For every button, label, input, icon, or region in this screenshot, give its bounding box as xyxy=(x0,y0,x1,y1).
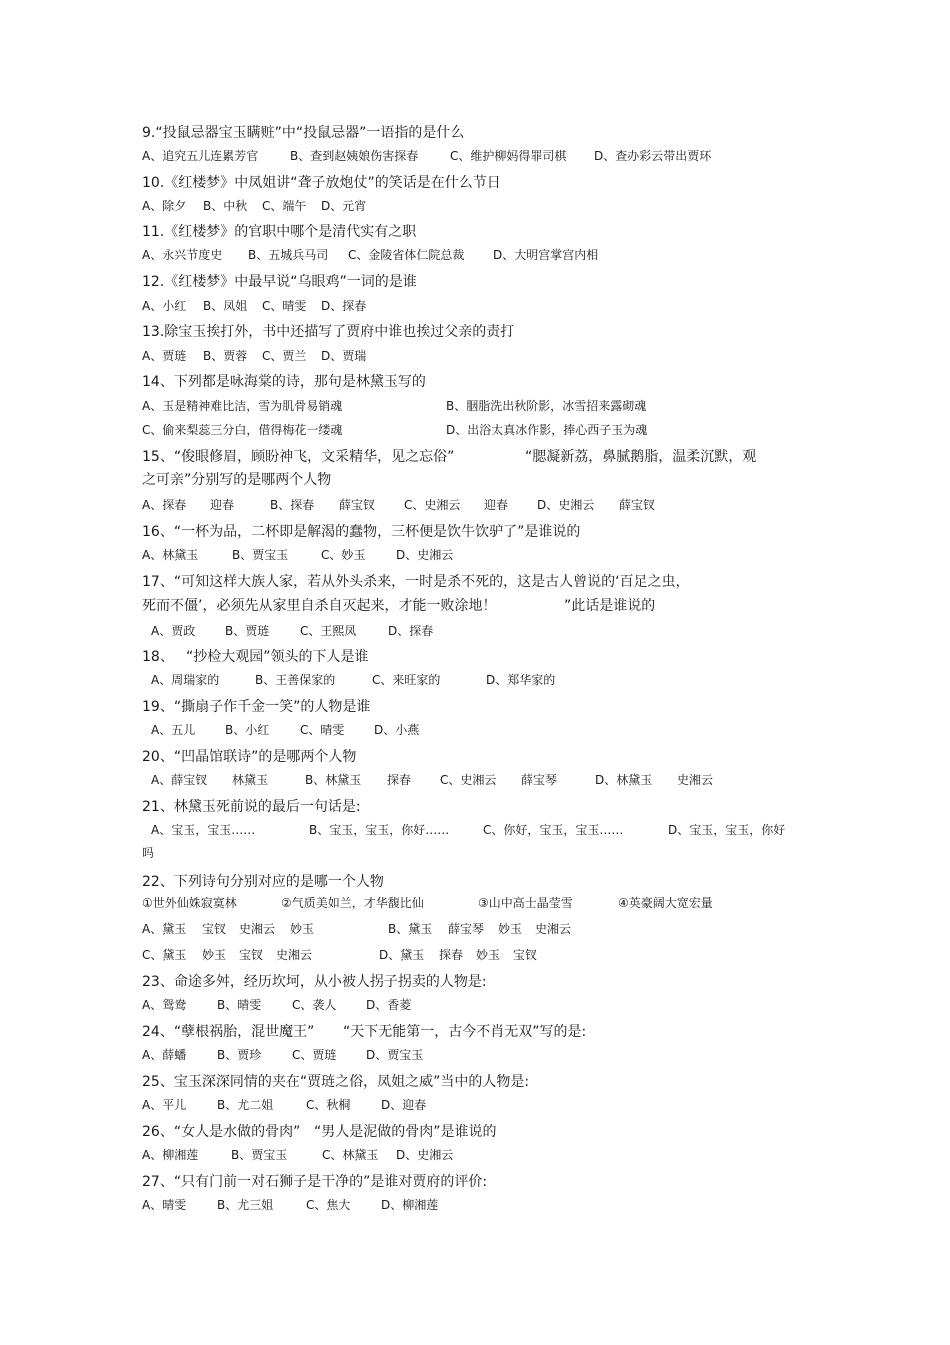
verse: ②气质美如兰，才华馥比仙 xyxy=(281,896,424,910)
question-26-part2: “男人是泥做的骨肉”是谁说的 xyxy=(314,1124,497,1140)
verse: ④英豪阔大宽宏量 xyxy=(618,896,713,910)
option: 史湘云 xyxy=(677,773,714,787)
option: B、凤姐 xyxy=(203,299,248,313)
option: A、鸳鸯 xyxy=(142,998,187,1012)
question-25: 25、宝玉深深同情的夹在“贾琏之俗，凤姐之威”当中的人物是: xyxy=(142,1074,530,1090)
option: D、大明宫掌宫内相 xyxy=(493,248,599,262)
option: A、宝玉，宝玉…… xyxy=(151,823,256,837)
option: B、胭脂洗出秋阶影，冰雪招来露砌魂 xyxy=(446,399,647,413)
option: B、查到赵姨娘伤害探春 xyxy=(290,149,419,163)
question-15-part1: 15、“俊眼修眉，顾盼神飞，文采精华，见之忘俗” xyxy=(142,449,455,465)
option: B、小红 xyxy=(225,723,270,737)
option: C、来旺家的 xyxy=(372,673,441,687)
question-21: 21、林黛玉死前说的最后一句话是: xyxy=(142,799,361,815)
option: C、秋桐 xyxy=(306,1098,351,1112)
question-9: 9.“投鼠忌器宝玉瞒赃”中“投鼠忌器”一语指的是什么 xyxy=(142,125,465,141)
option: 林黛玉 xyxy=(232,773,269,787)
question-12: 12.《红楼梦》中最早说“乌眼鸡”一词的是谁 xyxy=(142,274,417,290)
option: C、焦大 xyxy=(306,1198,351,1212)
option: A、玉是精神难比洁，雪为肌骨易销魂 xyxy=(142,399,343,413)
option: B、中秋 xyxy=(203,199,248,213)
option: A、林黛玉 xyxy=(142,548,199,562)
option: C、史湘云 xyxy=(404,498,461,512)
option: C、晴雯 xyxy=(262,299,307,313)
option: B、贾宝玉 xyxy=(231,1148,288,1162)
option: 史湘云 xyxy=(239,922,276,936)
option: C、维护柳妈得罪司棋 xyxy=(450,149,567,163)
option: 妙玉 xyxy=(290,922,315,936)
option: D、贾宝玉 xyxy=(366,1048,424,1062)
option: B、王善保家的 xyxy=(255,673,336,687)
option: 探春 xyxy=(387,773,412,787)
option: A、贾琏 xyxy=(142,349,187,363)
option: C、妙玉 xyxy=(321,548,366,562)
option: D、黛玉 xyxy=(379,948,425,962)
question-24-part2: “天下无能第一，古今不肖无双”写的是: xyxy=(343,1024,587,1040)
question-15-part2: “腮凝新荔，鼻腻鹅脂，温柔沉默，观 xyxy=(525,449,757,465)
option: B、五城兵马司 xyxy=(248,248,329,262)
option: 迎春 xyxy=(210,498,235,512)
option: D、小燕 xyxy=(374,723,420,737)
question-23: 23、命途多舛，经历坎坷，从小被人拐子拐卖的人物是: xyxy=(142,974,487,990)
option: B、贾琏 xyxy=(225,624,270,638)
option: B、贾宝玉 xyxy=(232,548,289,562)
option: A、薛宝钗 xyxy=(151,773,208,787)
question-10: 10.《红楼梦》中凤姐讲“聋子放炮仗”的笑话是在什么节日 xyxy=(142,175,501,191)
options-21-wrap: 吗 xyxy=(142,846,155,860)
option: 薛宝琴 xyxy=(521,773,558,787)
option: 薛宝琴 xyxy=(448,922,485,936)
question-14: 14、下列都是咏海棠的诗，那句是林黛玉写的 xyxy=(142,374,426,390)
option: D、史湘云 xyxy=(396,548,454,562)
option: B、宝玉，宝玉，你好…… xyxy=(309,823,450,837)
option: D、探春 xyxy=(388,624,434,638)
option: C、晴雯 xyxy=(300,723,345,737)
question-27: 27、“只有门前一对石狮子是干净的”是谁对贾府的评价: xyxy=(142,1174,488,1190)
option: B、黛玉 xyxy=(388,922,433,936)
option: D、宝玉，宝玉，你好 xyxy=(668,823,786,837)
option: 探春 xyxy=(439,948,464,962)
option: A、晴雯 xyxy=(142,1198,187,1212)
option: 宝钗 xyxy=(202,922,227,936)
option: C、王熙凤 xyxy=(300,624,357,638)
question-13: 13.除宝玉挨打外，书中还描写了贾府中谁也挨过父亲的责打 xyxy=(142,324,515,340)
option: C、端午 xyxy=(262,199,307,213)
option: C、偷来梨蕊三分白，借得梅花一缕魂 xyxy=(142,423,343,437)
option: C、史湘云 xyxy=(440,773,497,787)
verse: ③山中高士晶莹雪 xyxy=(478,896,573,910)
question-22: 22、下列诗句分别对应的是哪一个人物 xyxy=(142,874,384,890)
question-18-text: “抄检大观园”领头的下人是谁 xyxy=(186,649,369,665)
option: B、贾蓉 xyxy=(203,349,248,363)
option: 妙玉 xyxy=(476,948,501,962)
option: C、贾兰 xyxy=(262,349,307,363)
option: 迎春 xyxy=(484,498,509,512)
option: A、除夕 xyxy=(142,199,187,213)
option: C、黛玉 xyxy=(142,948,187,962)
verse: ①世外仙姝寂寞林 xyxy=(142,896,237,910)
option: A、小红 xyxy=(142,299,187,313)
option: C、袭人 xyxy=(292,998,337,1012)
question-19: 19、“撕扇子作千金一笑”的人物是谁 xyxy=(142,699,371,715)
question-20: 20、“凹晶馆联诗”的是哪两个人物 xyxy=(142,749,357,765)
option: D、出浴太真冰作影，捧心西子玉为魂 xyxy=(446,423,648,437)
option: A、探春 xyxy=(142,498,187,512)
option: C、贾琏 xyxy=(292,1048,337,1062)
option: D、迎春 xyxy=(381,1098,427,1112)
option: D、郑华家的 xyxy=(486,673,556,687)
option: B、贾珍 xyxy=(217,1048,262,1062)
option: A、周瑞家的 xyxy=(151,673,220,687)
option: 薛宝钗 xyxy=(339,498,376,512)
option: 薛宝钗 xyxy=(619,498,656,512)
option: A、薛蟠 xyxy=(142,1048,187,1062)
question-11: 11.《红楼梦》的官职中哪个是清代实有之职 xyxy=(142,224,417,240)
option: D、史湘云 xyxy=(537,498,595,512)
option: A、平儿 xyxy=(142,1098,187,1112)
option: D、查办彩云带出贾环 xyxy=(594,149,712,163)
option: A、贾政 xyxy=(151,624,196,638)
option: B、尤三姐 xyxy=(217,1198,274,1212)
option: D、柳湘莲 xyxy=(381,1198,439,1212)
option: 宝钗 xyxy=(239,948,264,962)
question-15-line2: 之可亲”分别写的是哪两个人物 xyxy=(142,472,332,488)
option: 妙玉 xyxy=(498,922,523,936)
option: A、永兴节度史 xyxy=(142,248,223,262)
question-17-part2: 死而不僵’，必须先从家里自杀自灭起来，才能一败涂地！ xyxy=(142,598,497,614)
option: C、林黛玉 xyxy=(322,1148,379,1162)
option: 史湘云 xyxy=(535,922,572,936)
option: D、探春 xyxy=(321,299,367,313)
question-17: 17、“可知这样大族人家，若从外头杀来，一时是杀不死的，这是古人曾说的‘百足之虫， xyxy=(142,574,690,590)
option: B、尤二姐 xyxy=(217,1098,274,1112)
question-17-part3: ”此话是谁说的 xyxy=(564,598,656,614)
option: 妙玉 xyxy=(202,948,227,962)
option: C、金陵省体仁院总裁 xyxy=(348,248,465,262)
option: B、晴雯 xyxy=(217,998,262,1012)
option: D、香菱 xyxy=(366,998,412,1012)
question-24-part1: 24、“孽根祸胎，混世魔王” xyxy=(142,1024,315,1040)
option: D、林黛玉 xyxy=(595,773,653,787)
question-26-part1: 26、“女人是水做的骨肉” xyxy=(142,1124,301,1140)
option: A、五儿 xyxy=(151,723,196,737)
option: 宝钗 xyxy=(513,948,538,962)
option: B、探春 xyxy=(270,498,315,512)
option: A、追究五儿连累芳官 xyxy=(142,149,259,163)
option: A、柳湘莲 xyxy=(142,1148,199,1162)
option: A、黛玉 xyxy=(142,922,187,936)
question-18-number: 18、 xyxy=(142,649,174,665)
option: B、林黛玉 xyxy=(305,773,362,787)
question-16: 16、“一杯为品，二杯即是解渴的蠢物，三杯便是饮牛饮驴了”是谁说的 xyxy=(142,524,581,540)
option: D、史湘云 xyxy=(396,1148,454,1162)
option: 史湘云 xyxy=(276,948,313,962)
option: D、元宵 xyxy=(321,199,367,213)
option: D、贾瑞 xyxy=(321,349,367,363)
option: C、你好，宝玉，宝玉…… xyxy=(483,823,624,837)
